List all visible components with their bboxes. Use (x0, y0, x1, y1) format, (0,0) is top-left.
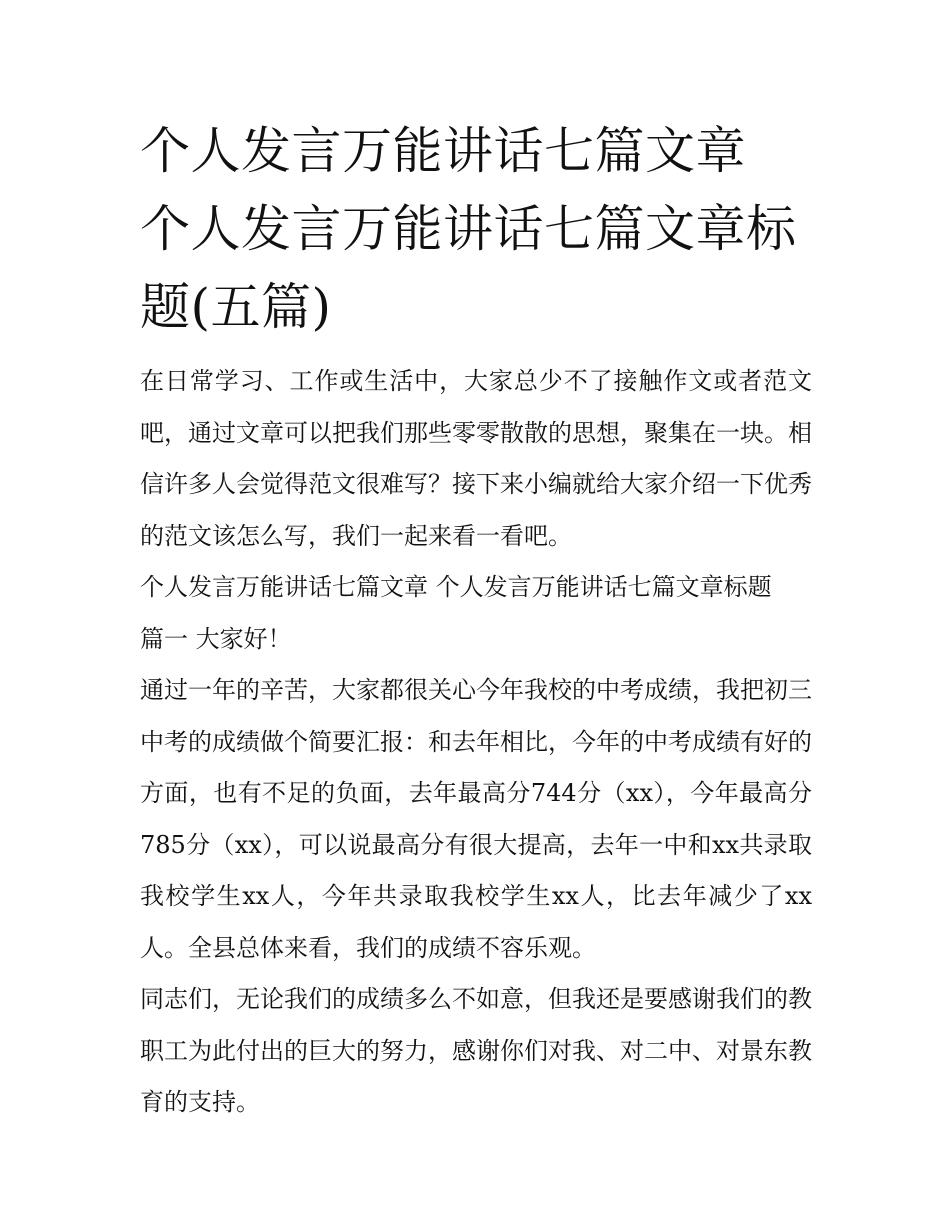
body-paragraph: 通过一年的辛苦，大家都很关心今年我校的中考成绩，我把初三中考的成绩做个简要汇报：和去年相比，今年的中考成绩有好的方面，也有不足的负面，去年最高分744分（xx），今年最高分785分（xx），可以说最高分有很大提高，去年一中和xx共录取我校学生xx人，今年共录取我校学生xx人，比去年减少了xx人。全县总体来看，我们的成绩不容乐观。 (140, 676, 812, 962)
body-paragraph: 同志们，无论我们的成绩多么不如意，但我还是要感谢我们的教职工为此付出的巨大的努力，感谢你们对我、对二中、对景东教育的支持。 (140, 985, 812, 1116)
intro-paragraph: 在日常学习、工作或生活中，大家总少不了接触作文或者范文吧，通过文章可以把我们那些零零散散的思想，聚集在一块。相信许多人会觉得范文很难写？接下来小编就给大家介绍一下优秀的范文该怎么写，我们一起来看一看吧。 (140, 367, 812, 550)
section-heading: 篇一 大家好！ (140, 624, 292, 653)
document-title: 个人发言万能讲话七篇文章 个人发言万能讲话七篇文章标题(五篇) (140, 122, 797, 336)
subtitle-line: 个人发言万能讲话七篇文章 个人发言万能讲话七篇文章标题 (140, 573, 772, 601)
document-content (140, 112, 812, 1129)
